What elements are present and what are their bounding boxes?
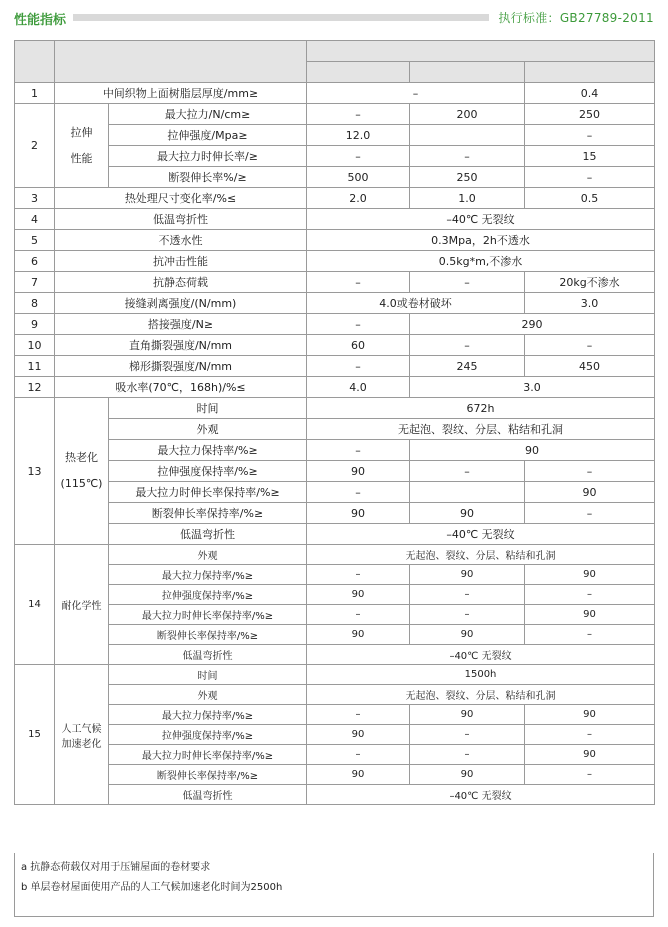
row-value: 4.0或卷材破坏 xyxy=(307,293,525,314)
row-value: – xyxy=(410,335,525,356)
table-row xyxy=(15,356,655,377)
row-value: – xyxy=(525,725,655,745)
footnote-b: b 单层卷材屋面使用产品的人工气候加速老化时间为2500h xyxy=(21,882,283,893)
row-value: 90 xyxy=(307,461,410,482)
header-cell-item xyxy=(55,41,307,83)
table-row xyxy=(15,440,655,461)
row-value: 500 xyxy=(307,167,410,188)
row-number: 11 xyxy=(15,356,55,377)
row-number: 10 xyxy=(15,335,55,356)
row-item: 断裂伸长率保持率/%≥ xyxy=(109,503,307,524)
footnote-a: a 抗静态荷载仅对用于压铺屋面的卷材要求 xyxy=(21,862,211,873)
section-title: 性能指标 xyxy=(14,13,67,28)
row-value: – xyxy=(307,605,410,625)
row-value: 90 xyxy=(307,585,410,605)
row-value: – xyxy=(410,725,525,745)
row-value: – xyxy=(525,125,655,146)
row-item: 梯形撕裂强度/N/mm xyxy=(55,356,307,377)
row-number: 6 xyxy=(15,251,55,272)
table-row xyxy=(15,335,655,356)
row-value: – xyxy=(307,705,410,725)
row-value: 90 xyxy=(410,503,525,524)
row-value: – xyxy=(307,565,410,585)
row-value: – xyxy=(307,745,410,765)
row-value: 90 xyxy=(307,503,410,524)
row-group-line: 加速老化 xyxy=(61,738,102,750)
row-value: – xyxy=(410,272,525,293)
table-row xyxy=(15,377,655,398)
row-item: 抗静态荷载 xyxy=(55,272,307,293)
row-group-line: 性能 xyxy=(70,151,93,165)
row-value: – xyxy=(410,146,525,167)
row-value: 200 xyxy=(410,104,525,125)
row-value: – xyxy=(307,440,410,461)
row-number: 14 xyxy=(15,545,55,665)
row-value: 450 xyxy=(525,356,655,377)
page-header xyxy=(0,0,668,32)
row-number: 15 xyxy=(15,665,55,805)
row-value: 90 xyxy=(307,765,410,785)
row-value: 0.4 xyxy=(525,83,655,104)
row-value: 90 xyxy=(525,605,655,625)
row-group xyxy=(55,398,109,545)
row-value: 60 xyxy=(307,335,410,356)
header-cell-type-3 xyxy=(525,62,655,83)
row-value: 90 xyxy=(307,725,410,745)
table-row xyxy=(15,419,655,440)
row-number: 3 xyxy=(15,188,55,209)
row-item: 热处理尺寸变化率/%≤ xyxy=(55,188,307,209)
table-row xyxy=(15,146,655,167)
row-value: 3.0 xyxy=(525,293,655,314)
row-value: – xyxy=(525,461,655,482)
row-number: 9 xyxy=(15,314,55,335)
table-row xyxy=(15,705,655,725)
row-value: – xyxy=(525,167,655,188)
row-value: – xyxy=(525,625,655,645)
table-row xyxy=(15,565,655,585)
table-row xyxy=(15,785,655,805)
row-number: 8 xyxy=(15,293,55,314)
row-value: 90 xyxy=(410,765,525,785)
row-value: 90 xyxy=(525,745,655,765)
row-item: 最大拉力保持率/%≥ xyxy=(109,440,307,461)
row-group xyxy=(55,104,109,188)
row-value: 90 xyxy=(410,565,525,585)
row-value: 4.0 xyxy=(307,377,410,398)
table-row xyxy=(15,685,655,705)
table-row xyxy=(15,605,655,625)
row-value: 90 xyxy=(410,440,655,461)
row-number: 1 xyxy=(15,83,55,104)
row-value: 290 xyxy=(410,314,655,335)
table-row xyxy=(15,745,655,765)
row-number: 2 xyxy=(15,104,55,188)
row-value: 15 xyxy=(525,146,655,167)
table-row xyxy=(15,503,655,524)
row-value: 245 xyxy=(410,356,525,377)
row-item: 断裂伸长率保持率/%≥ xyxy=(109,765,307,785)
table-row xyxy=(15,645,655,665)
row-value: – xyxy=(307,272,410,293)
table-row xyxy=(15,272,655,293)
row-value: – xyxy=(307,314,410,335)
row-value: 0.3Mpa，2h不透水 xyxy=(307,230,655,251)
row-group: 耐化学性 xyxy=(55,545,109,665)
row-item: 低温弯折性 xyxy=(55,209,307,230)
row-value: – xyxy=(525,585,655,605)
row-number: 4 xyxy=(15,209,55,230)
table-row xyxy=(15,125,655,146)
header-divider-bar xyxy=(73,14,489,21)
row-value: – xyxy=(307,83,525,104)
row-number: 7 xyxy=(15,272,55,293)
row-value: – xyxy=(307,356,410,377)
row-value: –40℃ 无裂纹 xyxy=(307,785,655,805)
row-group-line: 人工气候 xyxy=(61,723,102,735)
row-item: 抗冲击性能 xyxy=(55,251,307,272)
row-value: 3.0 xyxy=(410,377,655,398)
row-item: 拉伸强度/Mpa≥ xyxy=(109,125,307,146)
row-value: – xyxy=(410,461,525,482)
table-row xyxy=(15,314,655,335)
row-item: 时间 xyxy=(109,665,307,685)
table-row xyxy=(15,230,655,251)
row-value: – xyxy=(307,146,410,167)
performance-spec-table xyxy=(14,40,655,805)
row-value: 无起泡、裂纹、分层、粘结和孔洞 xyxy=(307,685,655,705)
row-item: 断裂伸长率保持率/%≥ xyxy=(109,625,307,645)
row-item: 最大拉力时伸长率保持率/%≥ xyxy=(109,482,307,503)
row-item: 低温弯折性 xyxy=(109,524,307,545)
row-value: 0.5kg*m,不渗水 xyxy=(307,251,655,272)
table-row xyxy=(15,524,655,545)
row-value: – xyxy=(307,482,410,503)
row-value: 672h xyxy=(307,398,655,419)
table-row xyxy=(15,625,655,645)
row-value: –40℃ 无裂纹 xyxy=(307,524,655,545)
header-cell-no xyxy=(15,41,55,83)
row-value: – xyxy=(525,335,655,356)
row-value: – xyxy=(525,765,655,785)
row-value: – xyxy=(410,745,525,765)
row-item: 最大拉力时伸长率保持率/%≥ xyxy=(109,745,307,765)
row-value: – xyxy=(307,104,410,125)
row-value: 0.5 xyxy=(525,188,655,209)
row-group-line: (115℃) xyxy=(60,477,103,490)
row-value: 无起泡、裂纹、分层、粘结和孔洞 xyxy=(307,419,655,440)
standard-reference: 执行标准：GB27789-2011 xyxy=(498,11,654,25)
table-row xyxy=(15,167,655,188)
row-value: 90 xyxy=(525,705,655,725)
row-value xyxy=(410,482,525,503)
footnotes xyxy=(14,853,654,917)
header-cell-type-2 xyxy=(410,62,525,83)
row-value: 250 xyxy=(525,104,655,125)
row-value: 1.0 xyxy=(410,188,525,209)
row-value: 20kg不渗水 xyxy=(525,272,655,293)
table-row xyxy=(15,83,655,104)
row-item: 不透水性 xyxy=(55,230,307,251)
row-value xyxy=(410,125,525,146)
row-item: 最大拉力保持率/%≥ xyxy=(109,705,307,725)
row-value: – xyxy=(410,585,525,605)
row-value: 90 xyxy=(410,705,525,725)
row-value: 12.0 xyxy=(307,125,410,146)
table-row xyxy=(15,188,655,209)
table-row xyxy=(15,765,655,785)
row-group-line: 拉伸 xyxy=(70,125,93,139)
table-row xyxy=(15,665,655,685)
row-item: 拉伸强度保持率/%≥ xyxy=(109,725,307,745)
table-header-row xyxy=(15,41,655,62)
row-item: 外观 xyxy=(109,685,307,705)
row-group xyxy=(55,665,109,805)
header-cell-type xyxy=(307,41,655,62)
header-cell-type-1 xyxy=(307,62,410,83)
row-item: 时间 xyxy=(109,398,307,419)
row-value: – xyxy=(410,605,525,625)
table-row xyxy=(15,104,655,125)
row-value: 90 xyxy=(525,482,655,503)
row-item: 最大拉力/N/cm≥ xyxy=(109,104,307,125)
row-item: 搭接强度/N≥ xyxy=(55,314,307,335)
row-item: 低温弯折性 xyxy=(109,785,307,805)
row-group-line: 热老化 xyxy=(65,451,98,464)
table-row xyxy=(15,585,655,605)
row-item: 最大拉力时伸长率保持率/%≥ xyxy=(109,605,307,625)
row-number: 5 xyxy=(15,230,55,251)
table-row xyxy=(15,545,655,565)
table-row xyxy=(15,251,655,272)
row-item: 吸水率(70℃，168h)/%≤ xyxy=(55,377,307,398)
row-value: 90 xyxy=(525,565,655,585)
table-row xyxy=(15,461,655,482)
row-item: 拉伸强度保持率/%≥ xyxy=(109,461,307,482)
table-row xyxy=(15,482,655,503)
row-number: 12 xyxy=(15,377,55,398)
row-value: 无起泡、裂纹、分层、粘结和孔洞 xyxy=(307,545,655,565)
table-row xyxy=(15,293,655,314)
row-item: 接缝剥离强度/(N/mm) xyxy=(55,293,307,314)
row-item: 直角撕裂强度/N/mm xyxy=(55,335,307,356)
row-item: 低温弯折性 xyxy=(109,645,307,665)
row-value: –40℃ 无裂纹 xyxy=(307,209,655,230)
row-item: 拉伸强度保持率/%≥ xyxy=(109,585,307,605)
row-item: 断裂伸长率%/≥ xyxy=(109,167,307,188)
table-row xyxy=(15,725,655,745)
row-value: 90 xyxy=(307,625,410,645)
row-item: 最大拉力时伸长率/≥ xyxy=(109,146,307,167)
row-item: 最大拉力保持率/%≥ xyxy=(109,565,307,585)
row-value: 90 xyxy=(410,625,525,645)
row-value: 2.0 xyxy=(307,188,410,209)
row-value: – xyxy=(525,503,655,524)
table-row xyxy=(15,398,655,419)
row-item: 中间织物上面树脂层厚度/mm≥ xyxy=(55,83,307,104)
table-row xyxy=(15,209,655,230)
row-value: 1500h xyxy=(307,665,655,685)
row-item: 外观 xyxy=(109,419,307,440)
row-value: –40℃ 无裂纹 xyxy=(307,645,655,665)
row-number: 13 xyxy=(15,398,55,545)
row-value: 250 xyxy=(410,167,525,188)
row-item: 外观 xyxy=(109,545,307,565)
